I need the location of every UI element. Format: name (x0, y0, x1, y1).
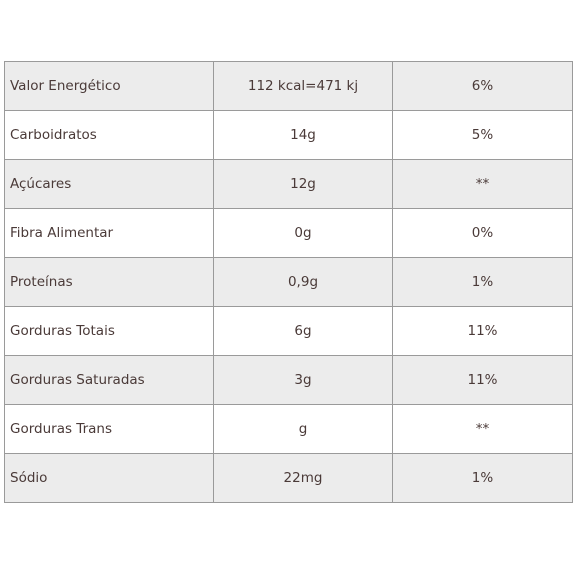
nutrient-name: Valor Energético (5, 62, 214, 111)
table-row-proteinas (5, 258, 573, 307)
nutrient-name: Carboidratos (5, 111, 214, 160)
table-row-acucares (5, 160, 573, 209)
nutrient-daily-value: ** (393, 160, 573, 209)
nutrition-table-body (5, 62, 573, 503)
nutrient-daily-value: 1% (393, 454, 573, 503)
nutrient-name: Proteínas (5, 258, 214, 307)
table-row-sodio (5, 454, 573, 503)
nutrient-amount: 112 kcal=471 kj (214, 62, 393, 111)
nutrition-table (4, 61, 573, 503)
nutrient-daily-value: 5% (393, 111, 573, 160)
nutrient-amount: g (214, 405, 393, 454)
nutrient-amount: 0,9g (214, 258, 393, 307)
table-row-gorduras-trans (5, 405, 573, 454)
nutrient-amount: 14g (214, 111, 393, 160)
nutrient-daily-value: 0% (393, 209, 573, 258)
table-row-carboidratos (5, 111, 573, 160)
nutrient-daily-value: 11% (393, 307, 573, 356)
nutrient-amount: 12g (214, 160, 393, 209)
table-row-fibra-alimentar (5, 209, 573, 258)
nutrient-amount: 0g (214, 209, 393, 258)
nutrient-amount: 22mg (214, 454, 393, 503)
nutrient-name: Fibra Alimentar (5, 209, 214, 258)
nutrient-daily-value: 1% (393, 258, 573, 307)
nutrient-amount: 6g (214, 307, 393, 356)
nutrient-name: Gorduras Trans (5, 405, 214, 454)
nutrient-daily-value: 11% (393, 356, 573, 405)
nutrient-name: Sódio (5, 454, 214, 503)
nutrient-daily-value: ** (393, 405, 573, 454)
table-row-valor-energetico (5, 62, 573, 111)
nutrient-daily-value: 6% (393, 62, 573, 111)
nutrient-name: Gorduras Saturadas (5, 356, 214, 405)
nutrient-name: Açúcares (5, 160, 214, 209)
nutrient-amount: 3g (214, 356, 393, 405)
table-row-gorduras-totais (5, 307, 573, 356)
nutrient-name: Gorduras Totais (5, 307, 214, 356)
table-row-gorduras-saturadas (5, 356, 573, 405)
